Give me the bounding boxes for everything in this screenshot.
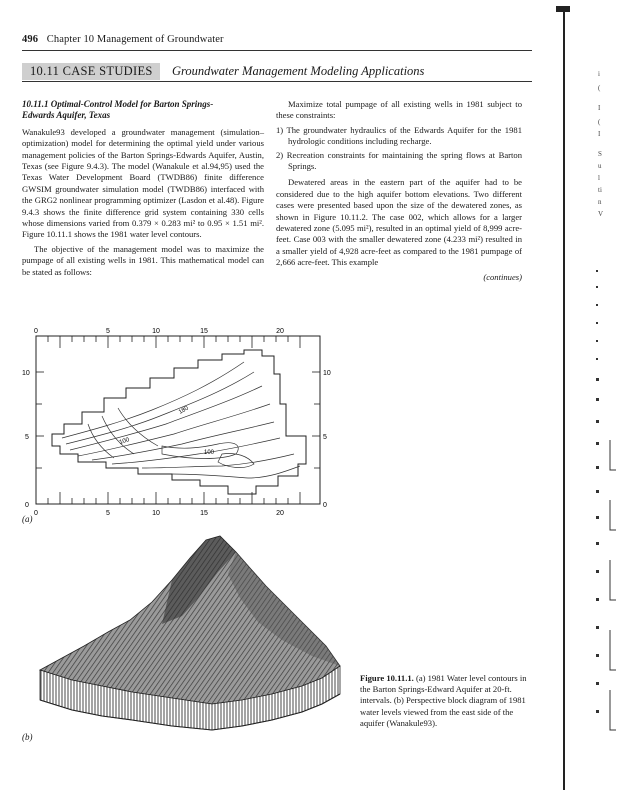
y-tick-label: 0 xyxy=(323,502,327,509)
x-tick-label: 20 xyxy=(276,328,284,335)
section-title-line-1: 10.11.1 Optimal-Control Model for Barton Springs- xyxy=(22,99,214,109)
next-page-figure-edge xyxy=(570,270,617,790)
constraint-item: 2) Recreation constraints for maintaining the spring flows at Barton Springs. xyxy=(276,149,522,172)
x-tick-label: 0 xyxy=(34,328,38,335)
figure-panel-b xyxy=(22,528,372,748)
x-tick-label: 20 xyxy=(276,510,284,517)
y-tick-label: 10 xyxy=(22,370,30,377)
case-studies-title: Groundwater Management Modeling Applications xyxy=(172,64,425,78)
next-page-fragment: I xyxy=(598,130,601,138)
next-page-fragment: V xyxy=(598,210,604,218)
section-title xyxy=(22,99,264,122)
case-studies-banner xyxy=(22,63,532,81)
x-tick-label: 15 xyxy=(200,510,208,517)
block-diagram xyxy=(22,528,372,748)
next-page-fragment: I xyxy=(598,104,601,112)
objective-statement: Maximize total pumpage of all existing wells in 1981 subject to these constraints: xyxy=(276,99,522,121)
panel-a-label: (a) xyxy=(22,514,33,524)
contour-label: 100 xyxy=(118,437,131,446)
running-head xyxy=(22,34,224,45)
caption-label: Figure 10.11.1. xyxy=(360,673,414,683)
next-page-fragment: ( xyxy=(598,84,601,92)
banner-rule xyxy=(22,81,532,82)
next-page-fragment: ti xyxy=(598,186,602,194)
x-tick-label: 5 xyxy=(106,510,110,517)
case-studies-tag: 10.11 CASE STUDIES xyxy=(22,63,160,80)
figure-caption xyxy=(360,673,530,729)
left-column xyxy=(22,99,264,281)
panel-b-label: (b) xyxy=(22,732,33,742)
contour-label: 100 xyxy=(204,450,215,456)
right-column xyxy=(276,99,522,283)
y-tick-label: 5 xyxy=(323,434,327,441)
contour-map xyxy=(22,326,332,530)
next-page-fragment: i xyxy=(598,70,600,78)
y-tick-label: 0 xyxy=(25,502,29,509)
page-number: 496 xyxy=(22,34,39,45)
next-page-fragment: l xyxy=(598,174,600,182)
next-page-fragment: n xyxy=(598,198,602,206)
constraint-list xyxy=(276,125,522,173)
figure-panel-a xyxy=(22,326,332,530)
header-rule xyxy=(22,50,532,51)
y-tick-label: 5 xyxy=(25,434,29,441)
x-tick-label: 0 xyxy=(34,510,38,517)
next-page-fragment: u xyxy=(598,162,602,170)
x-tick-label: 10 xyxy=(152,328,160,335)
next-page-edge xyxy=(570,0,617,800)
section-title-line-2: Edwards Aquifer, Texas xyxy=(22,110,111,121)
objective-paragraph: The objective of the management model was to maximize the pumpage of all existing wells in 1981. This mathematical model can be stated as follows: xyxy=(22,243,264,277)
results-paragraph: Dewatered areas in the eastern part of the aquifer had to be considered due to the high aquifer bottom elevations. Two different cases were presented based upon the size of the dewatered zones, as shown in Figure 10.11.2. The case 002, which allows for a larger dewatered zone (5.095 mi²), resulted in an optimal yield of 8,999 acre-feet. Case 003 with the smaller dewatered zone (4.233 mi²) resulted in a smaller yield of 4,928 acre-feet as compared to the 1981 pumpage of 2,666 acre-feet. This example xyxy=(276,177,522,268)
caption-text: (a) 1981 Water level contours in the Barton Springs-Edward Aquifer at 20-ft. intervals. (b) Perspective block diagram of 1981 water levels viewed from the east side of the aquifer (Wanakule93). xyxy=(360,673,527,728)
page-gutter xyxy=(563,6,565,790)
x-tick-label: 5 xyxy=(106,328,110,335)
constraint-item: 1) The groundwater hydraulics of the Edwards Aquifer for the 1981 hydrologic conditions including recharge. xyxy=(276,124,522,147)
x-tick-label: 10 xyxy=(152,510,160,517)
y-tick-label: 10 xyxy=(323,370,331,377)
contour-label: 180 xyxy=(178,405,190,416)
continues-marker: (continues) xyxy=(483,271,522,282)
intro-paragraph: Wanakule93 developed a groundwater management (simulation–optimization) model for determining the optimal yield under various management policies of the Barton Springs-Edwards Aquifer, Austin, Texas (see Figure 9.4.3). The model (Wanakule et al.94,95) used the Texas Water Development Board (TWDB86) finite difference GWSIM groundwater simulation model (TWDB86) interfaced with the GRG2 nonlinear programming optimizer (Lasdon et al.48). Figure 9.4.3 shows the finite difference grid system containing 330 cells whose dimensions varied from 0.379 × 0.283 mi² to 0.95 × 1.51 mi². Figure 10.11.1 shows the 1981 water level contours. xyxy=(22,126,264,240)
x-tick-label: 15 xyxy=(200,328,208,335)
next-page-fragment: S xyxy=(598,150,602,158)
next-page-fragment: ( xyxy=(598,118,601,126)
chapter-title: Chapter 10 Management of Groundwater xyxy=(46,34,224,45)
